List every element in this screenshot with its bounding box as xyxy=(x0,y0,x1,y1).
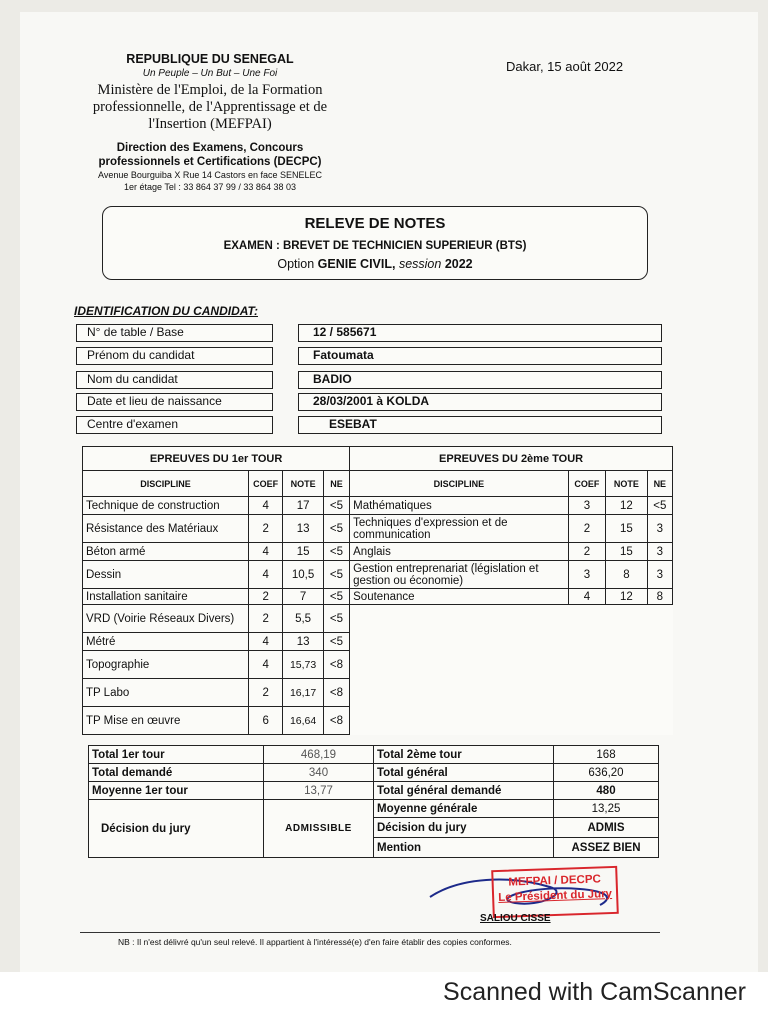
scanner-watermark: Scanned with CamScanner xyxy=(443,978,746,1006)
identification-heading: IDENTIFICATION DU CANDIDAT: xyxy=(74,304,258,318)
grade-transcript-page xyxy=(20,12,758,972)
col-note-2: NOTE xyxy=(606,471,647,497)
col-coef: COEF xyxy=(248,471,282,497)
table-row: Installation sanitaire 2 7 <5 Soutenance 4 12 8 xyxy=(83,589,673,605)
jury-stamp: MEFPAI / DECPC Le Président du Jury xyxy=(491,866,619,918)
id-value-lastname: BADIO xyxy=(298,371,662,389)
id-label-lastname: Nom du candidat xyxy=(76,371,273,389)
table-row: Topographie 4 15,73 <8 xyxy=(83,651,673,679)
id-value-birth: 28/03/2001 à KOLDA xyxy=(298,393,662,411)
id-value-firstname: Fatoumata xyxy=(298,347,662,365)
table-row: Béton armé 4 15 <5 Anglais 2 15 3 xyxy=(83,543,673,561)
col-discipline-2: DISCIPLINE xyxy=(350,471,569,497)
place-date: Dakar, 15 août 2022 xyxy=(506,59,624,74)
exam-option: Option GENIE CIVIL, session 2022 xyxy=(277,257,473,271)
table-row: Moyenne 1er tour 13,77 Total général demandé 480 xyxy=(89,782,659,800)
empty-cell xyxy=(350,605,673,735)
totals-table xyxy=(88,745,659,858)
table-row: TP Mise en œuvre 6 16,64 <8 xyxy=(83,707,673,735)
table-row: Technique de construction 4 17 <5 Mathématiques 3 12 <5 xyxy=(83,497,673,515)
nb-divider xyxy=(80,932,660,933)
id-label-birth: Date et lieu de naissance xyxy=(76,393,273,411)
id-label-center: Centre d'examen xyxy=(76,416,273,434)
id-label-firstname: Prénom du candidat xyxy=(76,347,273,365)
office-address: Avenue Bourguiba X Rue 14 Castors en face SENELEC xyxy=(98,170,322,180)
office-phone: 1er étage Tel : 33 864 37 99 / 33 864 38 03 xyxy=(124,182,296,192)
id-label-table: N° de table / Base xyxy=(76,324,273,342)
col-coef-2: COEF xyxy=(568,471,605,497)
nb-note: NB : Il n'est délivré qu'un seul relevé. Il appartient à l'intéressé(e) d'en faire établir des copies conformes. xyxy=(118,937,512,947)
scanner-watermark-bar xyxy=(0,972,768,1024)
grades-table xyxy=(82,446,673,735)
col-ne-2: NE xyxy=(647,471,672,497)
table-row: Métré 4 13 <5 xyxy=(83,633,673,651)
col-ne: NE xyxy=(323,471,349,497)
table-row: Décision du jury ADMIS xyxy=(89,818,659,838)
ministry-name: Ministère de l'Emploi, de la Formation professionnelle, de l'Apprentissage et de l'Insertion (MEFPAI) xyxy=(92,82,328,132)
republic-title: REPUBLIQUE DU SENEGAL xyxy=(126,52,294,66)
col-note: NOTE xyxy=(283,471,323,497)
tour1-heading: EPREUVES DU 1er TOUR xyxy=(83,447,350,471)
id-value-center: ESEBAT xyxy=(298,416,662,434)
table-row: Total 1er tour 468,19 Total 2ème tour 168 xyxy=(89,746,659,764)
table-row: Total demandé 340 Total général 636,20 xyxy=(89,764,659,782)
table-row: TP Labo 2 16,17 <8 xyxy=(83,679,673,707)
title-box xyxy=(102,206,648,280)
president-name: SALIOU CISSE xyxy=(480,913,551,924)
table-row: VRD (Voirie Réseaux Divers) 2 5,5 <5 xyxy=(83,605,673,633)
republic-motto: Un Peuple – Un But – Une Foi xyxy=(142,68,278,79)
table-row: Mention ASSEZ BIEN xyxy=(89,838,659,858)
document-title: RELEVE DE NOTES xyxy=(304,215,446,232)
table-row: Dessin 4 10,5 <5 Gestion entreprenariat (législation et gestion ou économie) 3 8 3 xyxy=(83,561,673,589)
table-row: Résistance des Matériaux 2 13 <5 Techniques d'expression et de communication 2 15 3 xyxy=(83,515,673,543)
direction-name: Direction des Examens, Concours professionnels et Certifications (DECPC) xyxy=(98,142,322,168)
id-value-table: 12 / 585671 xyxy=(298,324,662,342)
exam-name: EXAMEN : BREVET DE TECHNICIEN SUPERIEUR (BTS) xyxy=(223,240,527,252)
table-row: Décision du jury ADMISSIBLE Moyenne générale 13,25 xyxy=(89,800,659,818)
tour2-heading: EPREUVES DU 2ème TOUR xyxy=(350,447,673,471)
col-discipline: DISCIPLINE xyxy=(83,471,249,497)
